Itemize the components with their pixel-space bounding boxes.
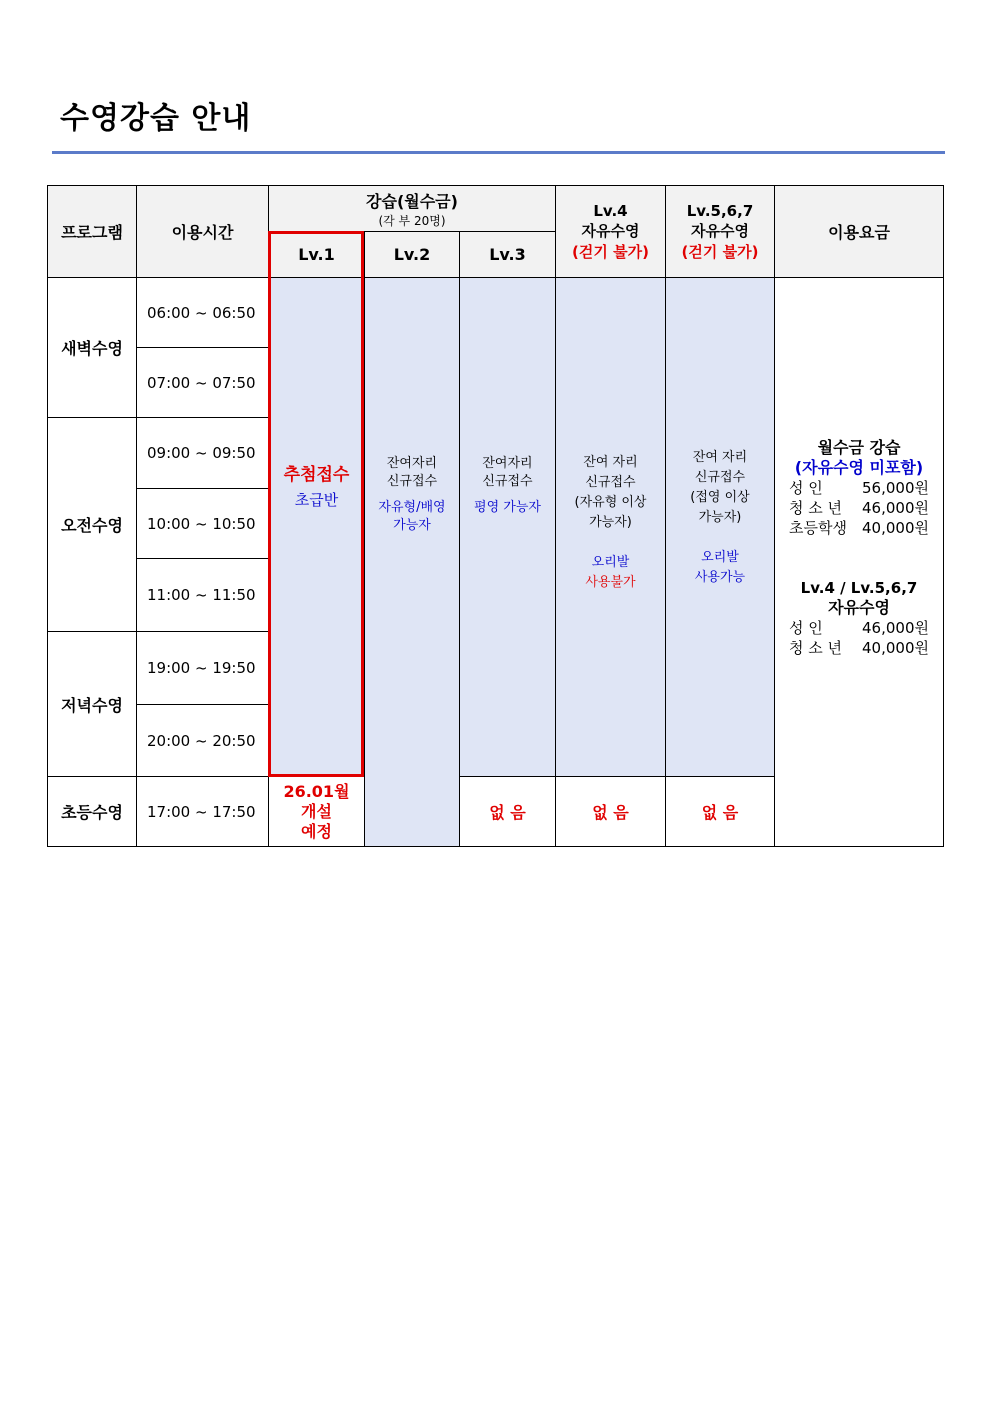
fee-adult-lesson-row bbox=[789, 478, 929, 498]
lv2-vacancy: 잔여자리 bbox=[386, 456, 438, 471]
lv4-new-signup: 신규접수 bbox=[585, 475, 636, 490]
lv1-kids-open: 개설 bbox=[301, 801, 332, 821]
lv1-lottery-label: 추첨접수 bbox=[283, 465, 350, 485]
header-lesson-capacity: (각 부 20명) bbox=[378, 213, 446, 228]
lv4-fins: 오리발 bbox=[591, 555, 630, 570]
lv2-new-signup: 신규접수 bbox=[386, 474, 438, 489]
lv3-cell bbox=[459, 277, 556, 777]
header-fee: 이용요금 bbox=[774, 185, 944, 278]
fee-child-lesson-row bbox=[789, 518, 929, 538]
lv4-requirement: (자유형 이상 bbox=[574, 495, 647, 510]
header-lv567-label: Lv.5,6,7 bbox=[686, 201, 754, 220]
lv2-requirement-suffix: 가능자 bbox=[393, 518, 431, 533]
time-slot: 06:00 ~ 06:50 bbox=[136, 277, 269, 348]
header-lv2: Lv.2 bbox=[364, 231, 460, 278]
fee-free-title: Lv.4 / Lv.5,6,7 bbox=[800, 579, 918, 597]
lv567-fins-rule: 사용가능 bbox=[694, 570, 746, 585]
header-lv4 bbox=[555, 185, 666, 278]
header-lesson-label: 강습(월수금) bbox=[366, 191, 458, 211]
time-slot: 17:00 ~ 17:50 bbox=[136, 776, 269, 847]
title-divider bbox=[52, 151, 945, 154]
fee-youth-label: 청 소 년 bbox=[789, 499, 843, 517]
time-slot: 20:00 ~ 20:50 bbox=[136, 704, 269, 777]
fee-youth-free-row bbox=[789, 638, 929, 658]
lv567-kids-none: 없 음 bbox=[665, 776, 775, 847]
header-lv4-note: (걷기 불가) bbox=[572, 242, 649, 261]
fee-youth-lesson-row bbox=[789, 498, 929, 518]
header-lv1: Lv.1 bbox=[268, 231, 365, 278]
lv1-kids-planned: 예정 bbox=[301, 821, 332, 841]
fee-cell bbox=[774, 277, 944, 847]
program-evening: 저녁수영 bbox=[47, 631, 137, 777]
time-slot: 19:00 ~ 19:50 bbox=[136, 631, 269, 705]
page-title: 수영강습 안내 bbox=[60, 101, 252, 136]
time-slot: 09:00 ~ 09:50 bbox=[136, 417, 269, 489]
lv4-cell bbox=[555, 277, 666, 777]
fee-free-subtitle: 자유수영 bbox=[828, 598, 890, 617]
fee-adult-label: 성 인 bbox=[789, 619, 823, 637]
header-lv567-sub: 자유수영 bbox=[691, 221, 749, 240]
fee-youth-label: 청 소 년 bbox=[789, 639, 843, 657]
fee-adult-free-row bbox=[789, 618, 929, 638]
fee-lesson-title: 월수금 강습 bbox=[817, 438, 901, 457]
header-lv567-note: (걷기 불가) bbox=[681, 242, 759, 261]
lv3-vacancy: 잔여자리 bbox=[482, 456, 533, 471]
lv2-cell bbox=[364, 277, 460, 847]
lv567-vacancy: 잔여 자리 bbox=[692, 450, 748, 465]
program-kids: 초등수영 bbox=[47, 776, 137, 847]
lv4-vacancy: 잔여 자리 bbox=[583, 455, 638, 470]
program-morning: 오전수영 bbox=[47, 417, 137, 632]
header-program: 프로그램 bbox=[47, 185, 137, 278]
lv1-kids-cell bbox=[268, 776, 365, 847]
fee-youth-free: 40,000원 bbox=[862, 639, 929, 657]
lv4-kids-none: 없 음 bbox=[555, 776, 666, 847]
lv4-requirement-suffix: 가능자) bbox=[589, 515, 632, 530]
header-lv567 bbox=[665, 185, 775, 278]
lv567-requirement-suffix: 가능자) bbox=[698, 510, 742, 525]
fee-child-label: 초등학생 bbox=[789, 519, 847, 537]
lv567-new-signup: 신규접수 bbox=[694, 470, 746, 485]
lv4-fins-rule: 사용불가 bbox=[585, 575, 636, 590]
lv3-requirement: 평영 가능자 bbox=[474, 500, 541, 515]
lv567-cell bbox=[665, 277, 775, 777]
program-dawn: 새벽수영 bbox=[47, 277, 137, 418]
fee-adult-lesson: 56,000원 bbox=[862, 479, 929, 497]
lv1-kids-date: 26.01월 bbox=[283, 781, 350, 801]
header-lv3: Lv.3 bbox=[459, 231, 556, 278]
header-lv4-sub: 자유수영 bbox=[581, 221, 640, 240]
time-slot: 10:00 ~ 10:50 bbox=[136, 488, 269, 559]
lv567-fins: 오리발 bbox=[701, 550, 739, 565]
fee-youth-lesson: 46,000원 bbox=[862, 499, 929, 517]
lv2-requirement: 자유형/배영 bbox=[378, 500, 446, 515]
lv3-new-signup: 신규접수 bbox=[482, 474, 533, 489]
lv1-cell bbox=[268, 277, 365, 777]
fee-adult-label: 성 인 bbox=[789, 479, 823, 497]
time-slot: 11:00 ~ 11:50 bbox=[136, 558, 269, 632]
lv567-requirement: (접영 이상 bbox=[690, 490, 750, 505]
lv1-beginner-label: 초급반 bbox=[294, 491, 339, 509]
time-slot: 07:00 ~ 07:50 bbox=[136, 347, 269, 418]
lv3-kids-none: 없 음 bbox=[459, 776, 556, 847]
fee-adult-free: 46,000원 bbox=[862, 619, 929, 637]
fee-child-lesson: 40,000원 bbox=[862, 519, 929, 537]
header-time: 이용시간 bbox=[136, 185, 269, 278]
fee-lesson-note: (자유수영 미포함) bbox=[794, 458, 924, 477]
header-lv4-label: Lv.4 bbox=[593, 201, 628, 220]
header-lesson bbox=[268, 185, 556, 232]
